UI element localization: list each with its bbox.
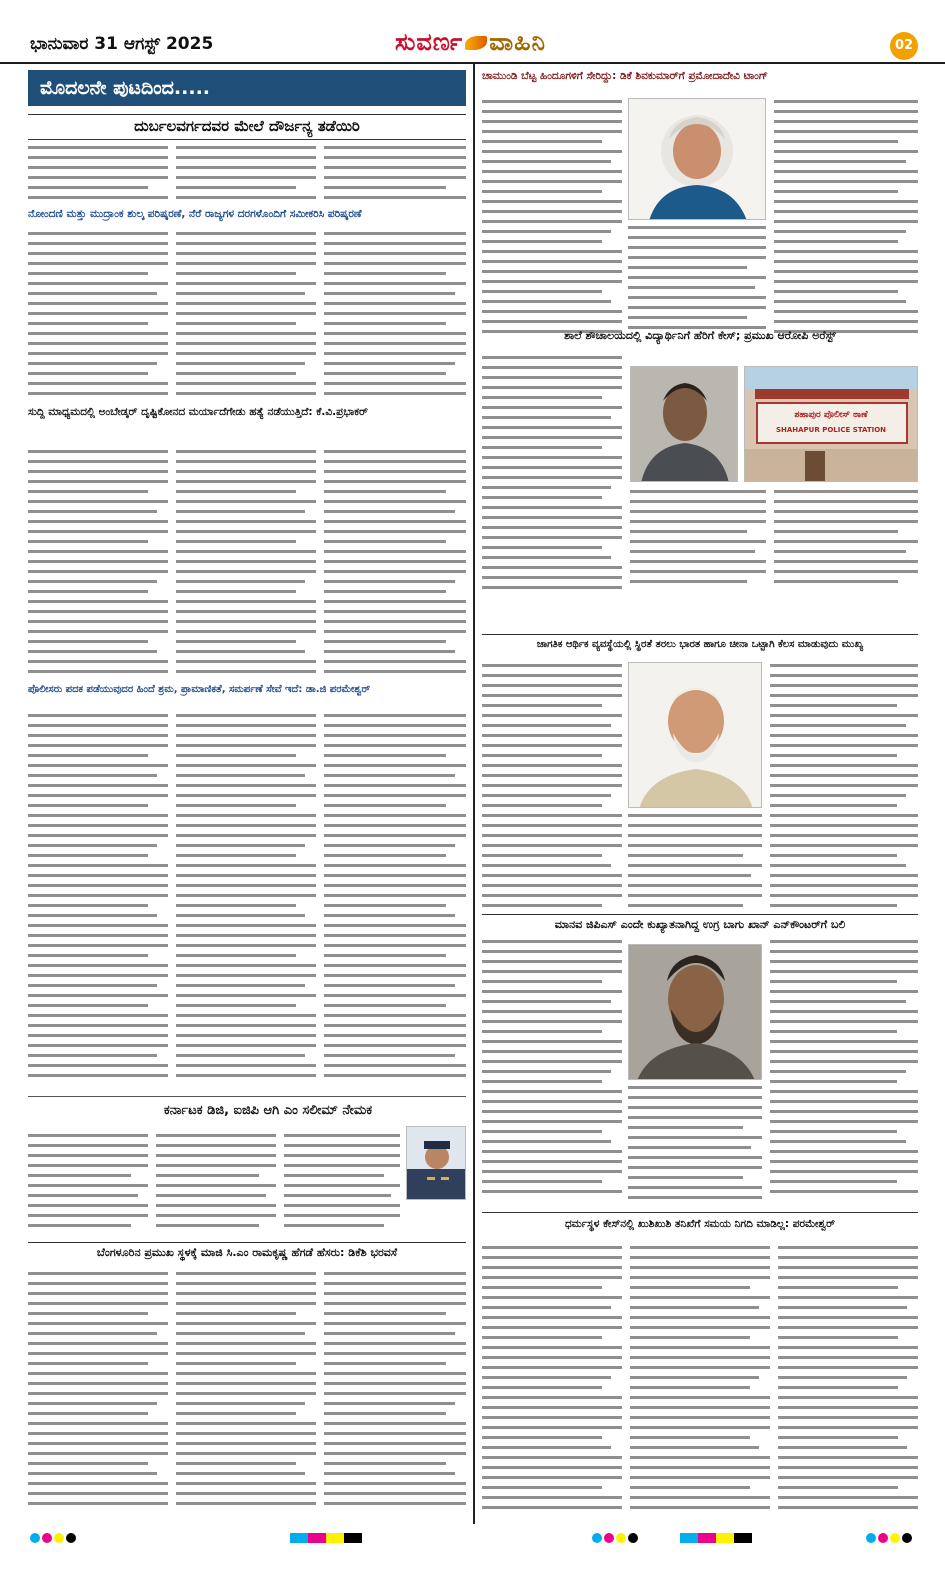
story-headline: ಬೆಂಗಳೂರಿನ ಪ್ರಮುಖ ಸ್ಥಳಕ್ಕೆ ಮಾಜಿ ಸಿ.ಎಂ ರಾಮಕೃಷ್ಣ ಹೆಗಡೆ ಹೆಸರು: ಡಿಕೆಶಿ ಭರವಸೆ [28, 1242, 466, 1266]
flame-icon [465, 36, 487, 50]
story-headline: ದುರ್ಬಲವರ್ಗದವರ ಮೇಲೆ ದೌರ್ಜನ್ಯ ತಡೆಯಿರಿ [28, 114, 466, 140]
story-headline: ಸುದ್ದಿ ಮಾಧ್ಯಮದಲ್ಲಿ ಅಂಬೇಡ್ಕರ್ ದೃಷ್ಟಿಕೋನದ ಮರ್ಯಾದೆಗೇಡು ಹತ್ಯೆ ನಡೆಯುತ್ತಿದೆ: ಕೆ.ವಿ.ಪ್ರಭಾಕರ್ [28, 406, 368, 418]
story-body [482, 940, 622, 1204]
registration-dots-right [866, 1528, 926, 1542]
story-body [284, 1134, 400, 1236]
story-body [176, 146, 316, 204]
story-headline: ಶಾಲೆ ಶೌಚಾಲಯದಲ್ಲಿ ವಿದ್ಯಾರ್ಥಿನಿಗೆ ಹೆರಿಗೆ ಕೇಸ್; ಪ್ರಮುಖ ಆರೋಪಿ ಅರೆಸ್ಟ್ [564, 329, 836, 342]
story-body [774, 100, 918, 340]
logo-part-1: ಸುವರ್ಣ [395, 28, 464, 56]
story-headline: ನೋಂದಣಿ ಮತ್ತು ಮುದ್ರಾಂಕ ಶುಲ್ಕ ಪರಿಷ್ಕರಣೆ, ನೆರೆ ರಾಜ್ಯಗಳ ದರಗಳೊಂದಿಗೆ ಸಮೀಕರಿಸಿ ಪರಿಷ್ಕರಣೆ [28, 208, 362, 220]
story-body [324, 714, 466, 1090]
story-body [28, 1272, 168, 1508]
story-body [628, 814, 762, 912]
registration-dots-center [592, 1528, 652, 1542]
story-body [482, 356, 622, 596]
story-body [156, 1134, 276, 1236]
militant-photo [628, 944, 762, 1080]
story-body [628, 1086, 762, 1204]
story-headline: ಧರ್ಮಸ್ಥಳ ಕೇಸ್‌ನಲ್ಲಿ ಖುಶಿಖುಶಿ ತನಿಖೆಗೆ ಸಮಯ ನಿಗದಿ ಮಾಡಿಲ್ಲ: ಪರಮೇಶ್ವರ್ [482, 1212, 918, 1238]
page-number-badge: 02 [890, 32, 918, 60]
story-body [628, 226, 766, 340]
story-body [324, 450, 466, 678]
section-rule [28, 1096, 466, 1097]
man-portrait-image [629, 663, 762, 808]
section-banner: ಮೊದಲನೇ ಪುಟದಿಂದ..... [28, 70, 466, 106]
police-station-photo [744, 366, 918, 482]
story-body [482, 1246, 622, 1512]
accused-photo [630, 366, 738, 482]
color-bar-center-right [680, 1528, 780, 1542]
police-sign-english: SHAHAPUR POLICE STATION [775, 426, 887, 434]
man-portrait-image [631, 367, 738, 482]
story-body [324, 146, 466, 204]
story-body [482, 100, 622, 340]
registration-dots-left [30, 1528, 90, 1542]
story-subheadline: ಪೊಲೀಸರು ಪದಕ ಪಡೆಯುವುದರ ಹಿಂದೆ ಶ್ರಮ, ಪ್ರಾಮಾಣಿಕತೆ, ಸಮರ್ಪಣೆ ಸೇವೆ ಇದೆ: ಡಾ.ಜಿ ಪರಮೇಶ್ವರ್ [28, 684, 371, 695]
story-body [28, 450, 168, 678]
story-body [770, 664, 918, 912]
story-body [778, 1246, 918, 1512]
story-body [630, 490, 766, 596]
story-body [770, 940, 918, 1204]
story-headline: ಚಾಮುಂಡಿ ಬೆಟ್ಟ ಹಿಂದೂಗಳಿಗೆ ಸೇರಿದ್ದು: ಡಿಕೆ ಶಿವಕುಮಾರ್‌ಗೆ ಪ್ರಮೋದಾದೇವಿ ಟಾಂಗ್ [482, 70, 768, 82]
story-body [28, 714, 168, 1090]
newspaper-logo [395, 28, 546, 56]
pramoda-devi-photo [628, 98, 766, 220]
story-body [324, 232, 466, 402]
story-body [28, 1134, 148, 1236]
story-body [28, 232, 168, 402]
police-station-building-image [745, 367, 918, 482]
story-body [774, 490, 918, 596]
story-body [176, 450, 316, 678]
story-body [176, 714, 316, 1090]
woman-portrait-image [629, 99, 766, 220]
column-divider [473, 64, 475, 1524]
color-bar-center-left [290, 1528, 390, 1542]
story-body [28, 146, 168, 204]
issue-date: ಭಾನುವಾರ 31 ಆಗಸ್ಟ್ 2025 [30, 34, 214, 54]
narendra-modi-photo [628, 662, 762, 808]
logo-part-2: ವಾಹಿನಿ [489, 28, 546, 56]
officer-photo [406, 1126, 466, 1200]
story-body [482, 664, 622, 912]
story-body [176, 232, 316, 402]
story-body [176, 1272, 316, 1508]
man-portrait-image [629, 945, 762, 1080]
story-body [630, 1246, 770, 1512]
police-sign-kannada: ಶಹಾಪುರ ಪೊಲೀಸ್ ಠಾಣೆ [794, 410, 868, 420]
officer-portrait-image [407, 1127, 466, 1200]
story-body [324, 1272, 466, 1508]
story-headline: ಮಾನವ ಜಿಪಿಎಸ್ ಎಂದೇ ಕುಖ್ಯಾತನಾಗಿದ್ದ ಉಗ್ರ ಬಾಗು ಖಾನ್ ಎನ್‌ಕೌಂಟರ್‌ಗೆ ಬಲಿ [482, 914, 918, 934]
story-headline: ಕರ್ನಾಟಕ ಡಿಜಿ, ಐಜಿಪಿ ಆಗಿ ಎಂ ಸಲೀಮ್ ನೇಮಕ [163, 1103, 373, 1118]
story-headline: ಜಾಗತಿಕ ಆರ್ಥಿಕ ವ್ಯವಸ್ಥೆಯಲ್ಲಿ ಸ್ಥಿರತೆ ತರಲು ಭಾರತ ಹಾಗೂ ಚೀನಾ ಒಟ್ಟಾಗಿ ಕೆಲಸ ಮಾಡುವುದು ಮುಖ್ಯ [482, 634, 918, 656]
